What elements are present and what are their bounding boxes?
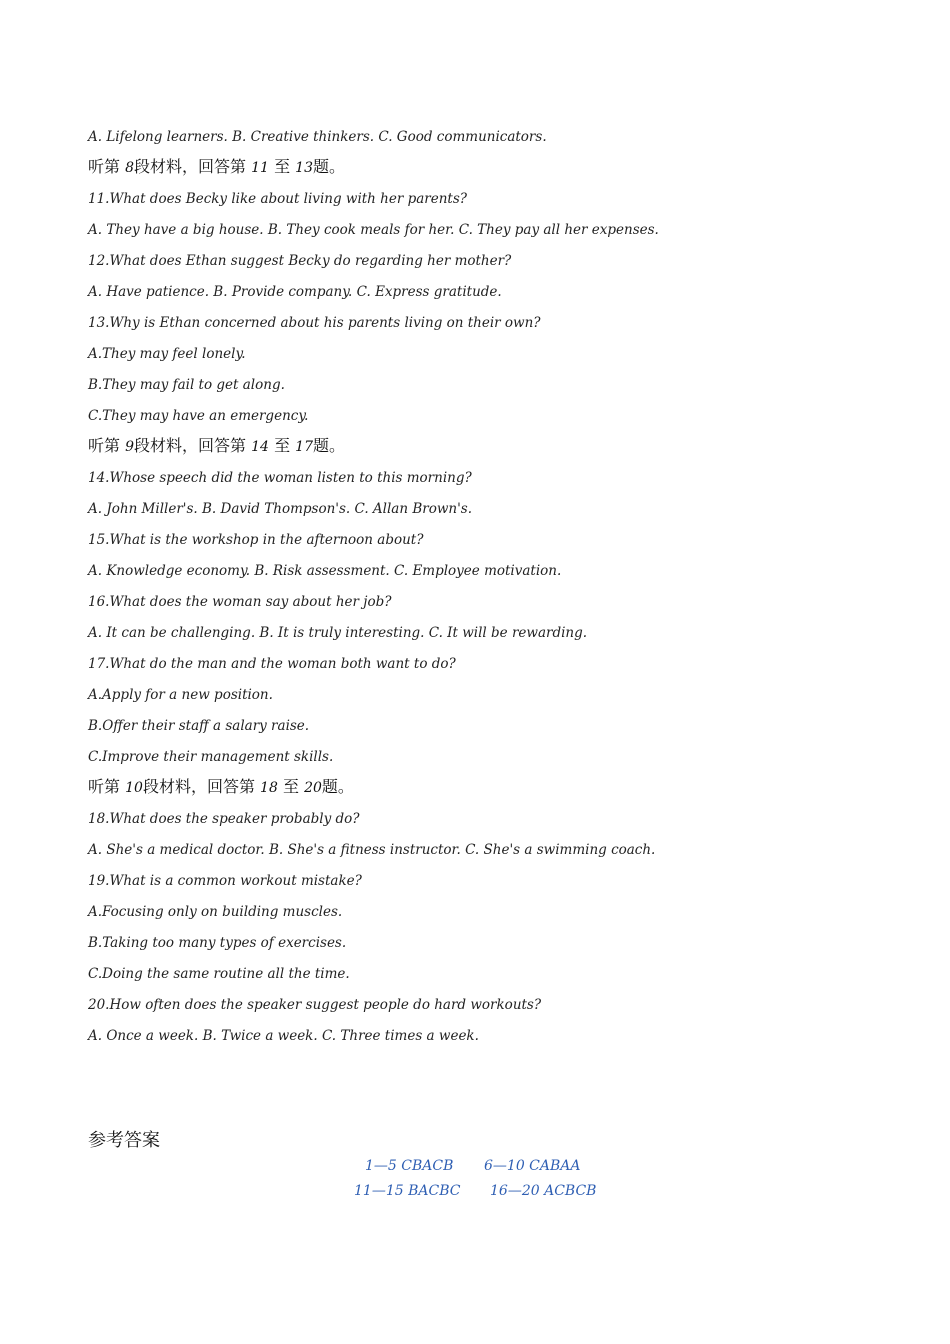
options-11: A. They have a big house. B. They cook meals for her. C. They pay all her expenses. [88,222,659,238]
option-19-a: A.Focusing only on building muscles. [88,904,343,920]
passage-number: 9 [125,439,135,455]
question-13: 13.Why is Ethan concerned about his parents living on their own? [88,315,541,331]
section-suffix: 题。 [313,157,346,176]
question-to: 17 [295,439,313,455]
range-word: 至 [282,777,299,796]
option-13-b: B.They may fail to get along. [88,377,285,393]
section-heading-10 [88,777,354,798]
question-to: 20 [304,780,322,796]
question-20: 20.How often does the speaker suggest people do hard workouts? [88,997,542,1013]
section-prefix: 听第 [88,157,121,176]
options-16: A. It can be challenging. B. It is truly interesting. C. It will be rewarding. [88,625,588,641]
question-11: 11.What does Becky like about living with her parents? [88,191,468,207]
option-13-a: A.They may feel lonely. [88,346,246,362]
section-middle: 段材料，回答第 [134,436,247,455]
passage-number: 8 [125,160,135,176]
option-17-b: B.Offer their staff a salary raise. [88,718,310,734]
options-20: A. Once a week. B. Twice a week. C. Three times a week. [88,1028,479,1044]
question-15: 15.What is the workshop in the afternoon about? [88,532,424,548]
options-18: A. She's a medical doctor. B. She's a fitness instructor. C. She's a swimming coach. [88,842,656,858]
section-prefix: 听第 [88,777,121,796]
section-prefix: 听第 [88,436,121,455]
question-17: 17.What do the man and the woman both want to do? [88,656,456,672]
section-heading-9 [88,436,345,457]
option-17-c: C.Improve their management skills. [88,749,334,765]
question-from: 18 [260,780,278,796]
question-from: 11 [251,160,269,176]
option-13-c: C.They may have an emergency. [88,408,309,424]
options-14: A. John Miller's. B. David Thompson's. C. Allan Brown's. [88,501,473,517]
option-17-a: A.Apply for a new position. [88,687,273,703]
options-15: A. Knowledge economy. B. Risk assessment. C. Employee motivation. [88,563,562,579]
section-middle: 段材料，回答第 [134,157,247,176]
answer-range-6-10: 6—10 CABAA [484,1158,581,1174]
question-to: 13 [295,160,313,176]
question-19: 19.What is a common workout mistake? [88,873,362,889]
question-from: 14 [251,439,269,455]
question-18: 18.What does the speaker probably do? [88,811,360,827]
answer-key-heading: 参考答案 [88,1130,160,1151]
range-word: 至 [274,436,291,455]
section-heading-8 [88,157,345,178]
range-word: 至 [274,157,291,176]
section-suffix: 题。 [313,436,346,455]
question-12: 12.What does Ethan suggest Becky do regarding her mother? [88,253,512,269]
answer-range-1-5: 1—5 CBACB [365,1158,454,1174]
option-19-b: B.Taking too many types of exercises. [88,935,347,951]
answer-range-16-20: 16—20 ACBCB [490,1183,597,1199]
answer-range-11-15: 11—15 BACBC [354,1183,461,1199]
question-16: 16.What does the woman say about her job? [88,594,392,610]
option-line: A. Lifelong learners. B. Creative thinkers. C. Good communicators. [88,129,547,145]
section-suffix: 题。 [321,777,354,796]
option-19-c: C.Doing the same routine all the time. [88,966,350,982]
options-12: A. Have patience. B. Provide company. C. Express gratitude. [88,284,502,300]
question-14: 14.Whose speech did the woman listen to this morning? [88,470,472,486]
passage-number: 10 [125,780,143,796]
section-middle: 段材料，回答第 [142,777,255,796]
